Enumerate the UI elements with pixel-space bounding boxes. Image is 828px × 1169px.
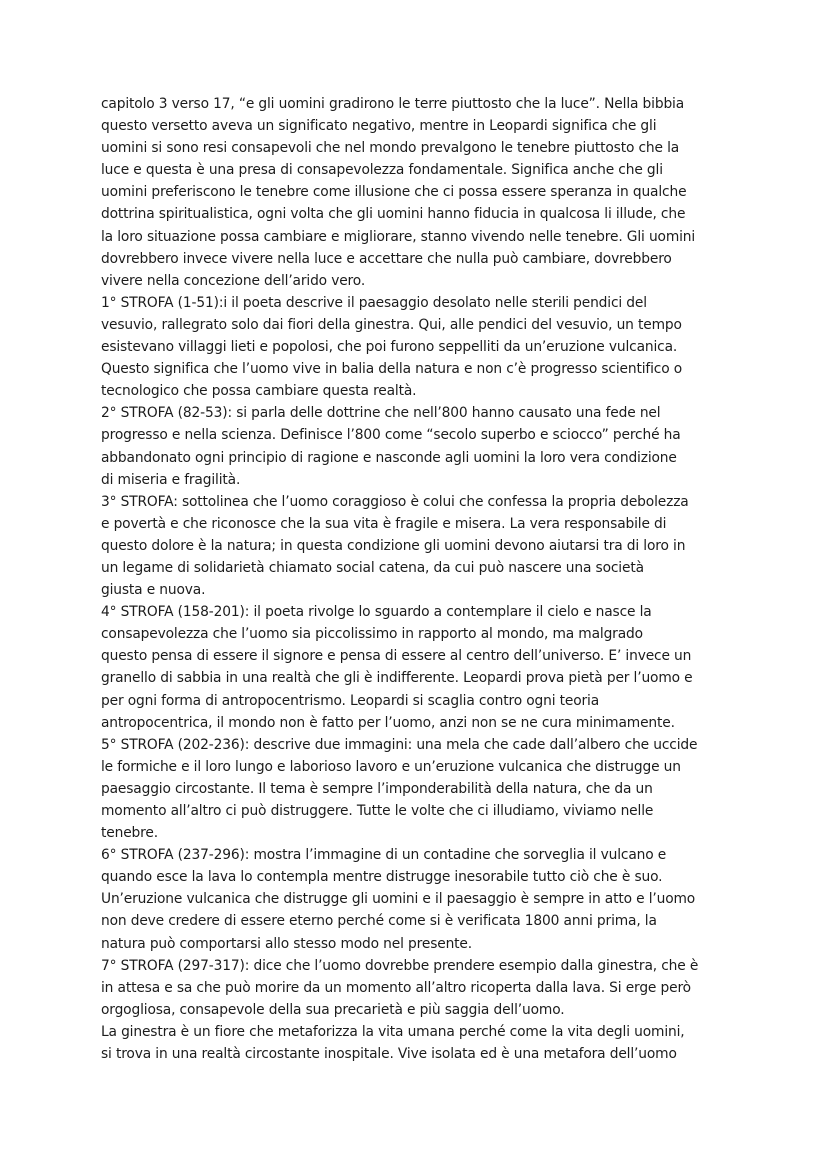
text-line: progresso e nella scienza. Definisce l’800 come “secolo superbo e sciocco” perché ha (101, 427, 681, 444)
text-line: le formiche e il loro lungo e laborioso lavoro e un’eruzione vulcanica che distrugge un (101, 758, 681, 775)
text-line: giusta e nuova. (101, 582, 206, 599)
text-line: uomini si sono resi consapevoli che nel mondo prevalgono le tenebre piuttosto che la (101, 140, 680, 157)
text-line: in attesa e sa che può morire da un momento all’altro ricoperta dalla lava. Si erge però (101, 979, 691, 996)
text-line: non deve credere di essere eterno perché come si è verificata 1800 anni prima, la (101, 913, 657, 930)
text-line: questo dolore è la natura; in questa condizione gli uomini devono aiutarsi tra di loro in (101, 537, 686, 554)
text-line: e povertà e che riconosce che la sua vita è fragile e misera. La vera responsabile di (101, 515, 667, 532)
text-line: tenebre. (101, 825, 158, 842)
text-line: un legame di solidarietà chiamato social catena, da cui può nascere una società (101, 559, 644, 576)
text-line: esistevano villaggi lieti e popolosi, che poi furono seppelliti da un’eruzione vulcanica. (101, 339, 678, 356)
text-line: dottrina spiritualistica, ogni volta che gli uomini hanno fiducia in qualcosa li illude, che (101, 206, 686, 223)
text-line: quando esce la lava lo contempla mentre distrugge inesorabile tutto ciò che è suo. (101, 869, 663, 886)
text-line: Questo significa che l’uomo vive in balia della natura e non c’è progresso scientifico o (101, 361, 683, 378)
text-line: Un’eruzione vulcanica che distrugge gli uomini e il paesaggio è sempre in atto e l’uomo (101, 891, 696, 908)
text-line: 6° STROFA (237-296): mostra l’immagine di un contadine che sorveglia il vulcano e (101, 847, 667, 864)
text-line: la loro situazione possa cambiare e migliorare, stanno vivendo nelle tenebre. Gli uomini (101, 228, 696, 245)
text-line: natura può comportarsi allo stesso modo nel presente. (101, 935, 472, 952)
text-line: questo versetto aveva un significato negativo, mentre in Leopardi significa che gli (101, 118, 657, 135)
text-line: capitolo 3 verso 17, “e gli uomini gradirono le terre piuttosto che la luce”. Nella bibbia (101, 96, 685, 112)
text-line: si trova in una realtà circostante inospitale. Vive isolata ed è una metafora dell’uomo (101, 1046, 677, 1063)
text-line: paesaggio circostante. Il tema è sempre l’imponderabilità della natura, che da un (101, 780, 653, 797)
text-line: granello di sabbia in una realtà che gli è indifferente. Leopardi prova pietà per l’uomo e (101, 670, 693, 687)
text-line: 5° STROFA (202-236): descrive due immagini: una mela che cade dall’albero che uccide (101, 736, 698, 753)
text-line: 1° STROFA (1-51):i il poeta descrive il paesaggio desolato nelle sterili pendici del (101, 294, 647, 311)
text-line: uomini preferiscono le tenebre come illusione che ci possa essere speranza in qualche (101, 184, 687, 201)
text-line: luce e questa è una presa di consapevolezza fondamentale. Significa anche che gli (101, 162, 663, 179)
text-line: vesuvio, rallegrato solo dai fiori della ginestra. Qui, alle pendici del vesuvio, un tempo (101, 316, 682, 333)
text-line: orgogliosa, consapevole della sua precarietà e più saggia dell’uomo. (101, 1001, 565, 1018)
text-line: 7° STROFA (297-317): dice che l’uomo dovrebbe prendere esempio dalla ginestra, che è (101, 957, 699, 974)
text-line: 2° STROFA (82-53): si parla delle dottrine che nell’800 hanno causato una fede nel (101, 405, 661, 422)
text-line: momento all’altro ci può distruggere. Tutte le volte che ci illudiamo, viviamo nelle (101, 803, 654, 819)
text-line: antropocentrica, il mondo non è fatto per l’uomo, anzi non se ne cura minimamente. (101, 714, 675, 731)
text-line: 4° STROFA (158-201): il poeta rivolge lo sguardo a contemplare il cielo e nasce la (101, 604, 652, 621)
text-line: 3° STROFA: sottolinea che l’uomo coraggioso è colui che confessa la propria debolezza (101, 493, 689, 510)
text-line: per ogni forma di antropocentrismo. Leopardi si scaglia contro ogni teoria (101, 692, 600, 709)
text-line: tecnologico che possa cambiare questa realtà. (101, 383, 417, 400)
document-body (101, 93, 741, 1065)
text-line: questo pensa di essere il signore e pensa di essere al centro dell’universo. E’ invece un (101, 648, 692, 665)
text-line: dovrebbero invece vivere nella luce e accettare che nulla può cambiare, dovrebbero (101, 250, 672, 267)
text-line: vivere nella concezione dell’arido vero. (101, 272, 366, 289)
text-line: consapevolezza che l’uomo sia piccolissimo in rapporto al mondo, ma malgrado (101, 626, 643, 643)
text-line: La ginestra è un fiore che metaforizza la vita umana perché come la vita degli uomini, (101, 1023, 685, 1040)
text-line: di miseria e fragilità. (101, 471, 241, 488)
text-line: abbandonato ogni principio di ragione e nasconde agli uomini la loro vera condizione (101, 449, 677, 466)
